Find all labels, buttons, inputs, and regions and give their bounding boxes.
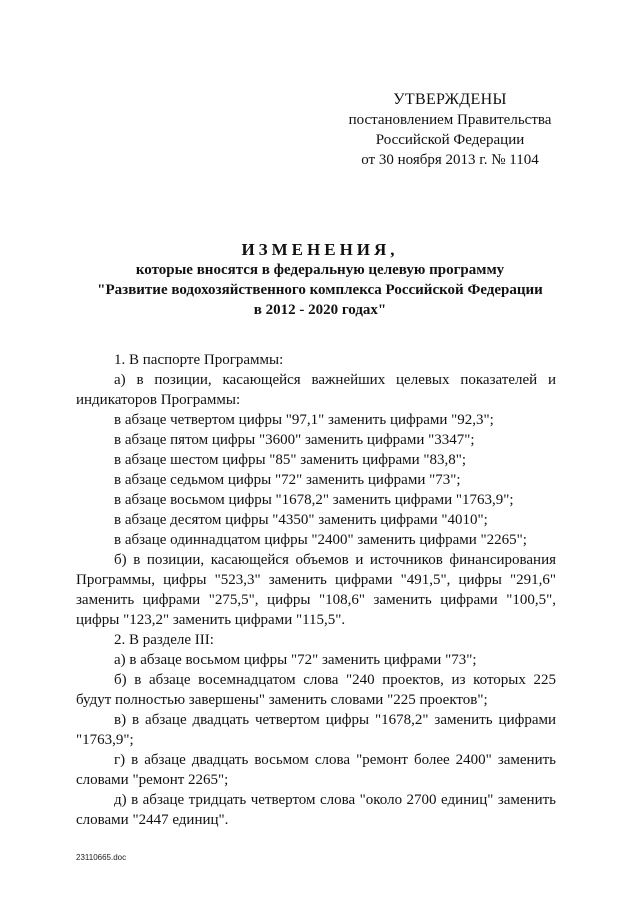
file-name-footer: 23110665.doc [76,853,127,862]
paragraph: в абзаце пятом цифры "3600" заменить цифрами "3347"; [114,432,475,448]
paragraph: 1. В паспорте Программы: [114,352,284,368]
title-main: ИЗМЕНЕНИЯ, [241,240,399,259]
paragraph: в абзаце шестом цифры "85" заменить цифрами "83,8"; [114,452,467,468]
title-line-2: "Развитие водохозяйственного комплекса Российской Федерации [97,282,543,298]
paragraph: в абзаце десятом цифры "4350" заменить цифрами "4010"; [114,512,488,528]
paragraph: д) в абзаце тридцать четвертом слова "около 2700 единиц" заменить словами "2447 единиц". [76,792,556,828]
approval-line-2: Российской Федерации [375,132,525,148]
paragraph: а) в позиции, касающейся важнейших целевых показателей и индикаторов Программы: [76,372,556,408]
approval-heading: УТВЕРЖДЕНЫ [393,91,507,108]
approval-line-1: постановлением Правительства [348,112,552,128]
title-line-1: которые вносятся в федеральную целевую программу [135,262,505,278]
paragraph: б) в позиции, касающейся объемов и источников финансирования Программы, цифры "523,3" заменить цифрами "491,5", цифры "291,6" заменить цифрами "275,5", цифры "108,6" заменить цифрами "100,5", цифры "123,2" заменить цифрами "115,5". [76,552,556,628]
paragraph: а) в абзаце восьмом цифры "72" заменить цифрами "73"; [114,652,477,668]
paragraph: в абзаце одиннадцатом цифры "2400" заменить цифрами "2265"; [114,532,527,548]
paragraph: 2. В разделе III: [114,632,214,648]
approval-block [330,90,570,170]
paragraph: в абзаце четвертом цифры "97,1" заменить цифрами "92,3"; [114,412,494,428]
paragraph: в) в абзаце двадцать четвертом цифры "1678,2" заменить цифрами "1763,9"; [76,712,556,748]
approval-line-3: от 30 ноября 2013 г. № 1104 [361,152,539,168]
title-line-3: в 2012 - 2020 годах" [253,302,387,318]
document-body [76,350,556,830]
paragraph: в абзаце восьмом цифры "1678,2" заменить цифрами "1763,9"; [114,492,514,508]
document-title [60,240,580,320]
paragraph: б) в абзаце восемнадцатом слова "240 проектов, из которых 225 будут полностью завершены" заменить словами "225 проектов"; [76,672,556,708]
paragraph: в абзаце седьмом цифры "72" заменить цифрами "73"; [114,472,461,488]
paragraph: г) в абзаце двадцать восьмом слова "ремонт более 2400" заменить словами "ремонт 2265"; [76,752,556,788]
